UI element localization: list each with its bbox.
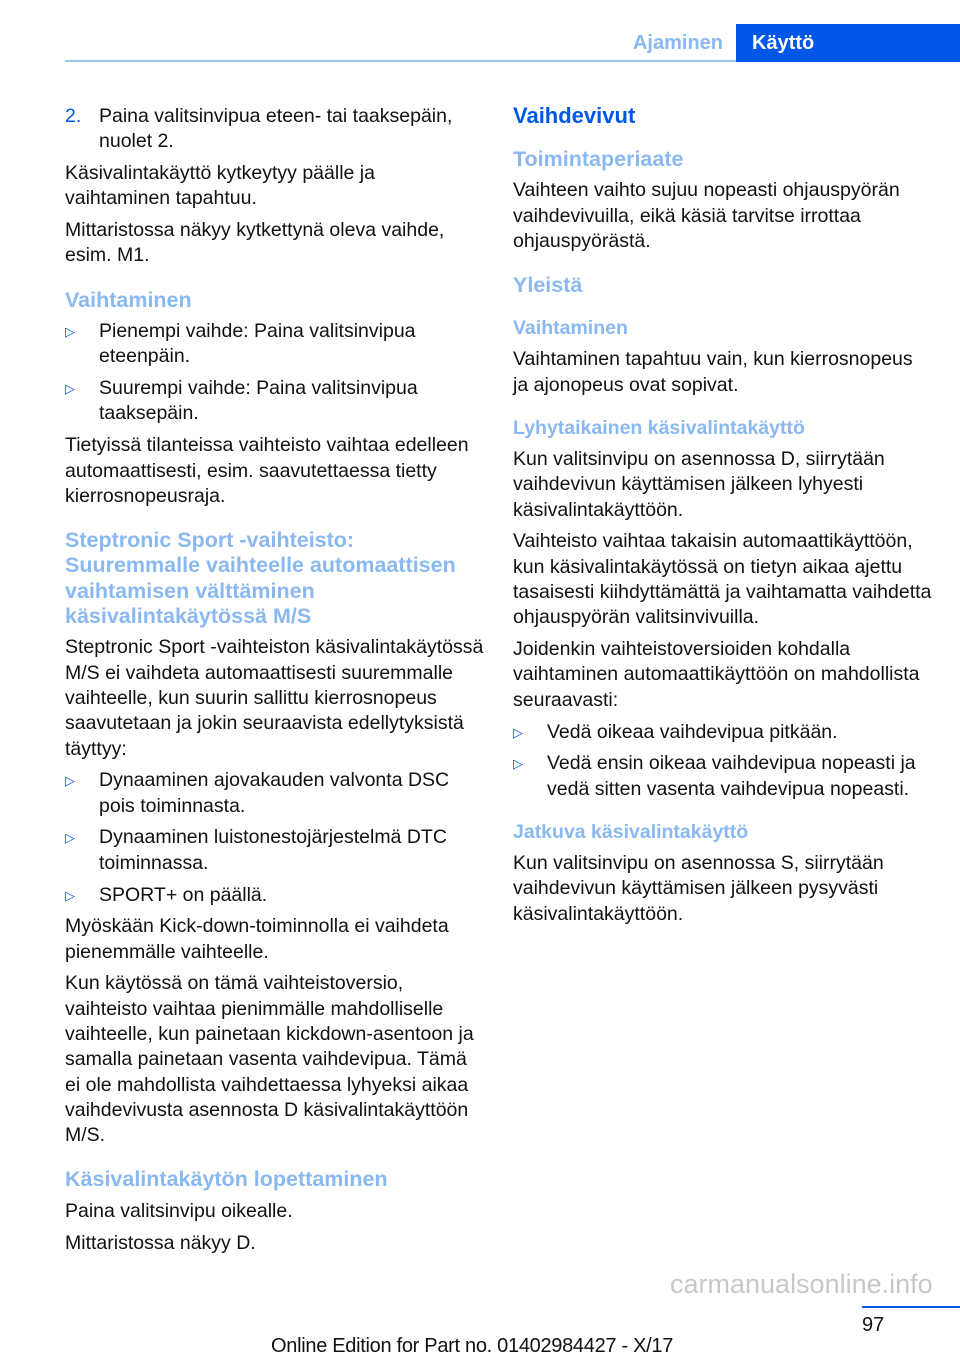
bullet-triangle-icon: ▷ bbox=[65, 773, 75, 789]
list-text: Vedä ensin oikeaa vaihdevipua nopeasti ja vedä sitten vasenta vaihdevipua nopeasti. bbox=[547, 752, 916, 800]
heading-lyhytaikainen: Lyhytaikainen käsivalintakäyttö bbox=[513, 417, 805, 440]
list-text: Pienempi vaihde: Paina valitsinvipua eteenpäin. bbox=[99, 320, 416, 368]
paragraph: Joidenkin vaihteistoversioiden kohdalla vaihtaminen automaattikäyttöön on mahdollista seuraavasti: bbox=[513, 638, 920, 711]
heading-jatkuva: Jatkuva käsivalintakäyttö bbox=[513, 820, 749, 843]
paragraph: Vaihtaminen tapahtuu vain, kun kierrosnopeus ja ajonopeus ovat sopivat. bbox=[513, 348, 913, 396]
list-text: SPORT+ on päällä. bbox=[99, 883, 268, 906]
bullet-triangle-icon: ▷ bbox=[65, 830, 75, 846]
list-item bbox=[65, 319, 485, 370]
right-column bbox=[513, 103, 933, 933]
list-item bbox=[65, 883, 485, 908]
list-item bbox=[65, 825, 485, 876]
heading-toimintaperiaate: Toimintaperiaate bbox=[513, 147, 684, 171]
step-text: Paina valitsinvipua eteen- tai taaksepäin, nuolet 2. bbox=[99, 105, 453, 153]
list-text: Vedä oikeaa vaihdevipua pitkään. bbox=[547, 720, 838, 743]
heading-vaihdevivut: Vaihdevivut bbox=[513, 103, 636, 128]
paragraph: Kun valitsinvipu on asennossa S, siirrytään vaihdevivun käyttämisen jälkeen pysyvästi käsivalintakäyttöön. bbox=[513, 851, 884, 925]
heading-steptronic: Steptronic Sport -vaihteisto: Suuremmalle vaihteelle automaattisen vaihtamisen välttäminen käsivalintakäytössä M/S bbox=[65, 528, 456, 629]
tab-kaytto[interactable]: Käyttö bbox=[736, 24, 960, 62]
bullet-triangle-icon: ▷ bbox=[513, 724, 523, 740]
paragraph: Tietyissä tilanteissa vaihteisto vaihtaa edelleen automaattisesti, esim. saavutettaessa tietty kierrosnopeusraja. bbox=[65, 434, 469, 507]
paragraph: Vaihteen vaihto sujuu nopeasti ohjauspyörän vaihdevivuilla, eikä käsiä tarvitse irrottaa ohjauspyörästä. bbox=[513, 179, 900, 252]
step-2 bbox=[65, 104, 485, 155]
edition-footer: Online Edition for Part no. 01402984427 - X/17 bbox=[271, 1335, 674, 1357]
paragraph: Mittaristossa näkyy kytkettynä oleva vaihde, esim. M1. bbox=[65, 219, 445, 267]
paragraph: Käsivalintakäyttö kytkeytyy päälle ja vaihtaminen tapahtuu. bbox=[65, 162, 375, 210]
list-text: Suurempi vaihde: Paina valitsinvipua taaksepäin. bbox=[99, 377, 418, 425]
paragraph: Paina valitsinvipu oikealle. bbox=[65, 1199, 293, 1222]
heading-lopettaminen: Käsivalintakäytön lopettaminen bbox=[65, 1167, 388, 1192]
list-item bbox=[65, 768, 485, 819]
paragraph: Vaihteisto vaihtaa takaisin automaattikäyttöön, kun käsivalintakäytössä on tietyn aikaa ajettu tasaisesti kiihdyttämättä ja vaihtamatta vaihdetta ohjauspyörän valitsinvivuilla. bbox=[513, 530, 932, 629]
heading-vaihtaminen: Vaihtaminen bbox=[513, 317, 628, 340]
bullet-triangle-icon: ▷ bbox=[65, 887, 75, 903]
watermark: carmanualsonline.info bbox=[670, 1269, 933, 1299]
paragraph: Mittaristossa näkyy D. bbox=[65, 1231, 256, 1254]
page-number-rule bbox=[862, 1306, 960, 1308]
heading-vaihtaminen: Vaihtaminen bbox=[65, 287, 192, 312]
list-text: Dynaaminen ajovakauden valvonta DSC pois toiminnasta. bbox=[99, 769, 450, 817]
bullet-triangle-icon: ▷ bbox=[513, 756, 523, 772]
page-number: 97 bbox=[862, 1314, 885, 1336]
list-text: Dynaaminen luistonestojärjestelmä DTC toiminnassa. bbox=[99, 826, 447, 874]
tab-ajaminen[interactable]: Ajaminen bbox=[632, 32, 724, 54]
list-item bbox=[513, 720, 933, 745]
paragraph: Steptronic Sport -vaihteiston käsivalintakäytössä M/S ei vaihdeta automaattisesti suuremmalle vaihteelle, kun suurin sallittu kierrosnopeus saavutetaan ja jokin seuraavista edellytyksistä täyttyy: bbox=[65, 636, 484, 760]
bullet-triangle-icon: ▷ bbox=[65, 324, 75, 340]
bullet-triangle-icon: ▷ bbox=[65, 381, 75, 397]
paragraph: Myöskään Kick-down-toiminnolla ei vaihdeta pienemmälle vaihteelle. bbox=[65, 915, 449, 963]
paragraph: Kun valitsinvipu on asennossa D, siirrytään vaihdevivun käyttämisen jälkeen lyhyesti käsivalintakäyttöön. bbox=[513, 448, 885, 521]
heading-yleista: Yleistä bbox=[513, 273, 583, 298]
list-item bbox=[513, 751, 933, 802]
header-rule bbox=[65, 60, 737, 62]
step-number: 2. bbox=[65, 105, 82, 127]
list-item bbox=[65, 376, 485, 427]
paragraph: Kun käytössä on tämä vaihteistoversio, vaihteisto vaihtaa pienimmälle mahdolliselle vaihteelle, kun painetaan kickdown-asentoon ja samalla painetaan vasenta vaihdevipua. Tämä ei ole mahdollista vaihdettaessa lyhyeksi aikaa vaihdevivusta asennosta D käsivalintakäyttöön M/S. bbox=[65, 972, 474, 1147]
left-column bbox=[65, 104, 485, 1262]
